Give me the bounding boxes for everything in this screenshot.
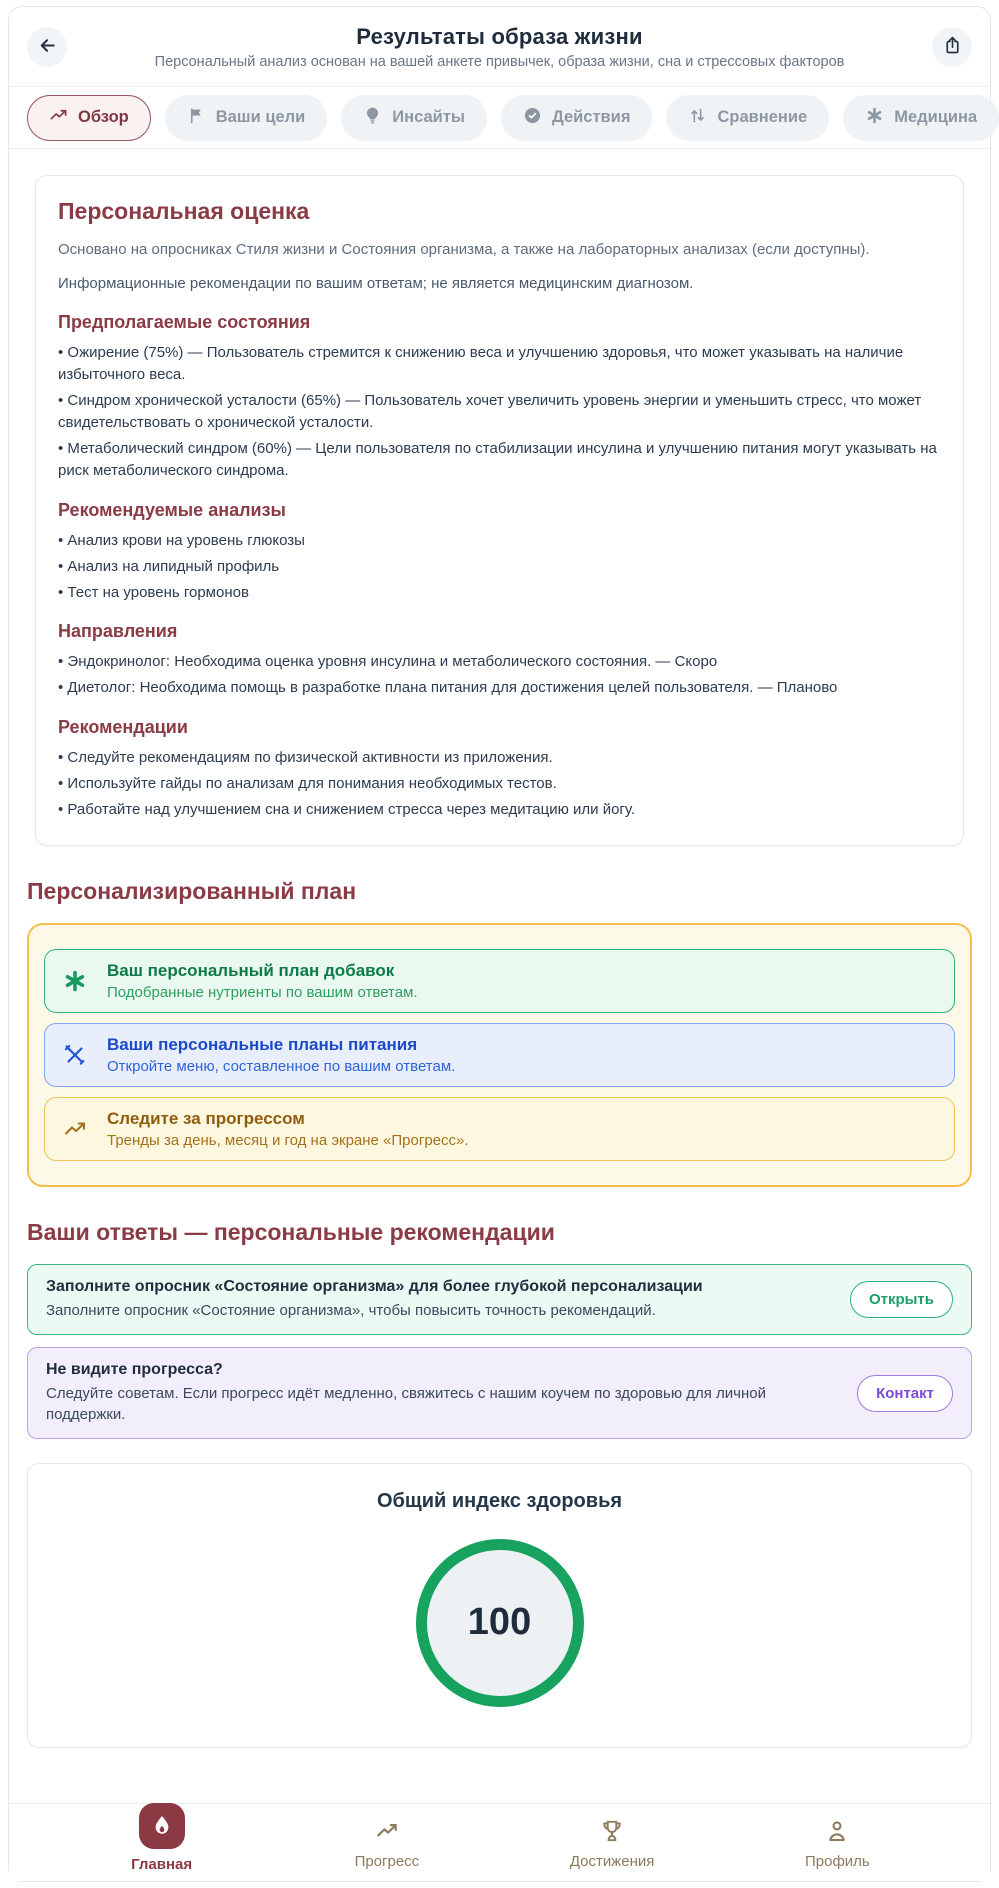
health-index-title: Общий индекс здоровья [376,1489,623,1512]
plan-title: Персонализированный план [27,878,357,905]
tests-heading: Рекомендуемые анализы [58,499,286,520]
plan-card-title: Ваши персональные планы питания [107,1035,418,1055]
trend-up-icon [374,1816,400,1846]
test-item: • Тест на уровень гормонов [58,582,941,604]
app-frame [8,6,991,1882]
banner-no-progress [27,1347,972,1439]
recommendation-item: • Следуйте рекомендациям по физической активности из приложения. [58,747,941,769]
tab-label: Инсайты [392,108,465,126]
banner-body-survey [27,1264,972,1335]
page-subtitle: Персональный анализ основан на вашей анкете привычек, образа жизни, сна и стрессовых факторов [154,53,845,70]
open-button[interactable]: Открыть [850,1281,953,1318]
nav-item-home[interactable] [102,1813,222,1873]
lightbulb-icon [363,106,382,130]
plan-card-supplements[interactable] [44,949,955,1013]
plan-card-subtitle: Подобранные нутриенты по вашим ответам. [107,984,418,1002]
recommendations-heading: Рекомендации [58,716,188,737]
tab-comparison[interactable] [666,95,829,141]
tab-medicine[interactable] [843,95,999,141]
assessment-intro: Основано на опросниках Стиля жизни и Состояния организма, а также на лабораторных анализах (если доступны). [58,241,870,258]
swap-vertical-icon [688,106,707,130]
nav-label: Главная [131,1855,193,1873]
tab-bar [9,87,990,149]
referral-item: • Диетолог: Необходима помощь в разработке плана питания для достижения целей пользователя. — Планово [58,677,941,699]
tab-overview[interactable] [27,95,151,141]
assessment-card [35,175,964,846]
nav-label: Прогресс [354,1852,420,1870]
nav-item-achievements[interactable] [552,1816,672,1870]
nav-item-progress[interactable] [327,1816,447,1870]
condition-item: • Синдром хронической усталости (65%) — Пользователь хочет увеличить уровень энергии и уменьшить стресс, что может свидетельствовать о хронической усталости. [58,390,941,434]
tab-label: Медицина [894,108,978,126]
nav-item-profile[interactable] [777,1816,897,1870]
recommendation-item: • Используйте гайды по анализам для понимания необходимых тестов. [58,773,941,795]
share-icon [942,35,963,59]
tab-label: Действия [552,108,631,126]
tab-insights[interactable] [341,95,487,141]
tab-label: Сравнение [717,108,808,126]
banner-subtitle: Следуйте советам. Если прогресс идёт медленно, свяжитесь с нашим коучем по здоровью для личной поддержки. [46,1385,766,1423]
tab-label: Обзор [78,108,129,126]
asterisk-icon [865,106,884,130]
trophy-icon [599,1816,625,1846]
plan-card-progress[interactable] [44,1097,955,1161]
plan-card-meals[interactable] [44,1023,955,1087]
flag-icon [187,106,206,130]
asterisk-icon [63,969,87,993]
tab-goals[interactable] [165,95,328,141]
test-item: • Анализ крови на уровень глюкозы [58,530,941,552]
user-icon [824,1816,850,1846]
contact-button[interactable]: Контакт [857,1375,953,1412]
recommendation-item: • Работайте над улучшением сна и снижением стресса через медитацию или йогу. [58,799,941,821]
referral-item: • Эндокринолог: Необходима оценка уровня инсулина и метаболического состояния. — Скоро [58,651,941,673]
referrals-heading: Направления [58,621,178,642]
health-index-card [27,1463,972,1748]
plan-card-subtitle: Тренды за день, месяц и год на экране «Прогресс». [107,1132,469,1150]
cutlery-icon [63,1043,87,1067]
drop-icon [139,1803,185,1849]
nav-label: Достижения [569,1852,655,1870]
bottom-nav [9,1803,990,1881]
page-title: Результаты образа жизни [356,23,643,49]
banner-subtitle: Заполните опросник «Состояние организма», чтобы повысить точность рекомендаций. [46,1302,656,1320]
tab-label: Ваши цели [215,108,306,126]
assessment-title: Персональная оценка [58,198,310,224]
plan-card-title: Следите за прогрессом [107,1109,305,1129]
health-index-value: 100 [467,1601,532,1644]
trend-up-icon [63,1117,87,1141]
check-circle-icon [523,106,542,130]
share-button[interactable] [932,27,972,67]
nav-label: Профиль [804,1852,870,1870]
assessment-disclaimer: Информационные рекомендации по вашим ответам; не является медицинским диагнозом. [58,274,694,292]
trend-line-icon [49,106,68,130]
plan-card-title: Ваш персональный план добавок [107,961,395,981]
back-button[interactable] [27,27,67,67]
conditions-heading: Предполагаемые состояния [58,311,311,332]
condition-item: • Ожирение (75%) — Пользователь стремится к снижению веса и улучшению здоровья, что может указывать на наличие избыточного веса. [58,342,941,386]
tab-actions[interactable] [501,95,652,141]
answers-title: Ваши ответы — персональные рекомендации [27,1219,555,1246]
health-index-gauge [416,1539,584,1707]
banner-title: Не видите прогресса? [46,1361,223,1379]
plan-card-subtitle: Откройте меню, составленное по вашим ответам. [107,1058,456,1076]
condition-item: • Метаболический синдром (60%) — Цели пользователя по стабилизации инсулина и улучшению питания могут указывать на риск метаболического синдрома. [58,438,941,482]
plan-container [27,923,972,1187]
test-item: • Анализ на липидный профиль [58,556,941,578]
banner-title: Заполните опросник «Состояние организма» для более глубокой персонализации [46,1278,703,1296]
content [9,149,990,1803]
arrow-left-icon [37,35,58,59]
header [9,7,990,87]
